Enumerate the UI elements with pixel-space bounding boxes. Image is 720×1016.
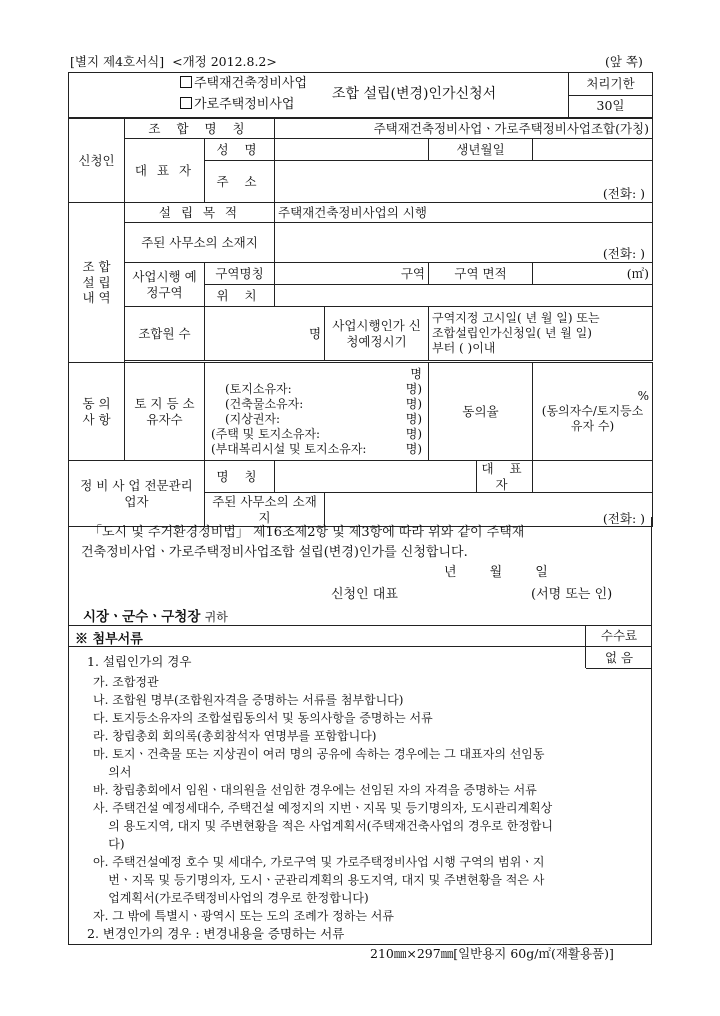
revision-note: <개정 2012.8.2> — [172, 54, 277, 69]
rate-label: 동의율 — [429, 363, 533, 461]
processing-value: 30일 — [569, 95, 653, 118]
signer-label: 신청인 대표 — [331, 587, 398, 602]
attachment-item: 사. 주택건설 예정세대수, 주택건설 예정지의 지번ㆍ지목 및 등기명의자, 도시관리계획상 — [93, 801, 553, 815]
manager-office-label: 주된 사무소의 소재지 — [205, 493, 325, 527]
name-label: 성 명 — [205, 139, 275, 161]
attachment-item: 다) — [93, 837, 125, 851]
consent-section: 동 의 사 항 — [69, 363, 125, 461]
manager-rep-field[interactable] — [533, 461, 653, 493]
statement-line-2: 건축정비사업ㆍ가로주택정비사업조합 설립(변경)인가를 신청합니다. — [81, 545, 468, 560]
manager-phone: (전화: ) — [602, 510, 646, 526]
owner-row: (토지소유자: 명) — [225, 381, 423, 396]
office-phone: (전화: ) — [602, 246, 646, 262]
title-cell — [69, 73, 569, 118]
processing-label: 처리기한 — [569, 73, 653, 96]
members-label: 조합원 수 — [125, 307, 205, 361]
attachment-item: 아. 주택건설예정 호수 및 세대수, 가로구역 및 가로주택정비사업 시행 구역의 범위ㆍ지 — [93, 855, 545, 869]
manager-name-field[interactable] — [275, 461, 477, 493]
fee-box — [585, 626, 652, 668]
paper-spec: 210㎜×297㎜[일반용지 60g/㎡(재활용품)] — [370, 946, 614, 961]
union-name-value[interactable]: 주택재건축정비사업ㆍ가로주택정비사업조합(가칭) — [275, 119, 653, 139]
owner-row: (지상권자: 명) — [225, 411, 423, 426]
attachment-item: 가. 조합정관 — [93, 675, 159, 689]
attachments-block — [68, 625, 652, 945]
attachment-item: 업계획서(가로주택정비사업의 경우로 한정합니다) — [93, 891, 369, 905]
attachment-item: 마. 토지ㆍ건축물 또는 지상권이 여러 명의 공유에 속하는 경우에는 그 대표자의 선임동 — [93, 747, 545, 761]
name-field[interactable] — [275, 139, 429, 161]
attachments-title: ※ 첨부서류 — [75, 632, 143, 647]
address-label: 주 소 — [205, 161, 275, 203]
rate-field[interactable]: % (동의자수/토지등소유자 수) — [533, 363, 653, 461]
checkbox-icon[interactable] — [180, 76, 192, 88]
office-label: 주된 사무소의 소재지 — [125, 223, 275, 263]
case-1-title: 1. 설립인가의 경우 — [87, 654, 192, 669]
signature-field[interactable]: (서명 또는 인) — [531, 587, 613, 602]
attachment-item: 바. 창립총회에서 임원ㆍ대의원을 선임한 경우에는 선임된 자의 자격을 증명하는 서류 — [93, 783, 537, 797]
form-title: 조합 설립(변경)인가신청서 — [332, 86, 497, 102]
owners-breakdown[interactable]: 명 (토지소유자: 명) (건축물소유자: 명) (지상권자: 명) (주택 및 토지소유자: 명) (부대복리시설 및 토지소유자: 명) — [205, 363, 429, 461]
fee-label: 수수료 — [586, 626, 652, 647]
birth-field[interactable] — [533, 139, 653, 161]
option-reconstruction[interactable]: 주택재건축정비사업 — [180, 76, 307, 92]
form-no: [별지 제4호서식] — [70, 54, 165, 69]
owner-row: (부대복리시설 및 토지소유자: 명) — [211, 441, 423, 456]
statement-line-1: 「도시 및 주거환경정비법」 제16조제2항 및 제3항에 따라 위와 같이 주택재 — [89, 525, 525, 540]
attachment-item: 의서 — [93, 765, 132, 779]
case-2-title: 2. 변경인가의 경우 : 변경내용을 증명하는 서류 — [87, 926, 345, 941]
addressee: 시장ㆍ군수ㆍ구청장 귀하 — [83, 609, 228, 625]
form-number — [70, 52, 277, 70]
manager-name-label: 명 칭 — [205, 461, 275, 493]
applicant-section: 신청인 — [69, 119, 125, 203]
owners-label: 토 지 등 소유자수 — [125, 363, 205, 461]
details-section: 조 합 설 립 내 역 — [69, 203, 125, 363]
statement-block — [68, 517, 652, 625]
attachment-item: 라. 창립총회 회의록(총회참석자 연명부를 포함합니다) — [93, 729, 377, 743]
checkbox-icon[interactable] — [180, 97, 192, 109]
attachment-item: 다. 토지등소유자의 조합설립동의서 및 동의사항을 증명하는 서류 — [93, 711, 433, 725]
option-street-housing[interactable]: 가로주택정비사업 — [180, 97, 294, 113]
manager-rep-label: 대 표 자 — [477, 461, 533, 493]
members-unit[interactable]: 명 — [205, 307, 325, 361]
purpose-label: 설 립 목 적 — [125, 203, 275, 223]
purpose-value[interactable]: 주택재건축정비사업의 시행 — [275, 203, 653, 223]
schedule-field[interactable]: 구역지정 고시일( 년 월 일) 또는 조합설립인가신청일( 년 월 일) 부터 ( )이내 — [429, 307, 653, 361]
title-block — [68, 72, 653, 118]
address-field[interactable] — [275, 161, 653, 203]
zone-value[interactable]: 구역 — [275, 263, 429, 285]
fee-value: 없 음 — [586, 647, 652, 669]
applicant-phone: (전화: ) — [602, 186, 646, 202]
schedule-label: 사업시행인가 신청예정시기 — [325, 307, 429, 361]
owner-row: (주택 및 토지소유자: 명) — [211, 426, 423, 441]
location-label: 위 치 — [205, 285, 275, 307]
zone-name-label: 구역명칭 — [205, 263, 275, 285]
statement-date[interactable]: 년 월 일 — [444, 565, 548, 580]
attachment-item: 나. 조합원 명부(조합원자격을 증명하는 서류를 첨부합니다) — [93, 693, 404, 707]
birth-label: 생년월일 — [429, 139, 533, 161]
attachment-item: 번ㆍ지목 및 등기명의자, 도시ㆍ군관리계획의 용도지역, 대지 및 주변현황을 적은 사 — [93, 873, 545, 887]
owner-row: (건축물소유자: 명) — [225, 396, 423, 411]
zone-area-unit[interactable]: (㎡) — [533, 263, 653, 285]
application-form — [68, 118, 653, 527]
attachment-item: 자. 그 밖에 특별시ㆍ광역시 또는 도의 조례가 정하는 서류 — [93, 909, 394, 923]
manager-section: 정 비 사 업 전문관리업자 — [69, 461, 205, 527]
union-name-label: 조 합 명 칭 — [125, 119, 275, 139]
attachment-item: 의 용도지역, 대지 및 주변현황을 적은 사업계획서(주택재건축사업의 경우로 한정합니 — [93, 819, 553, 833]
location-field[interactable] — [275, 285, 653, 307]
page-side: (앞 쪽) — [605, 54, 643, 69]
zone-area-label: 구역 면적 — [429, 263, 533, 285]
office-field[interactable] — [275, 223, 653, 263]
area-label: 사업시행 예정구역 — [125, 263, 205, 307]
representative-label: 대 표 자 — [125, 139, 205, 203]
